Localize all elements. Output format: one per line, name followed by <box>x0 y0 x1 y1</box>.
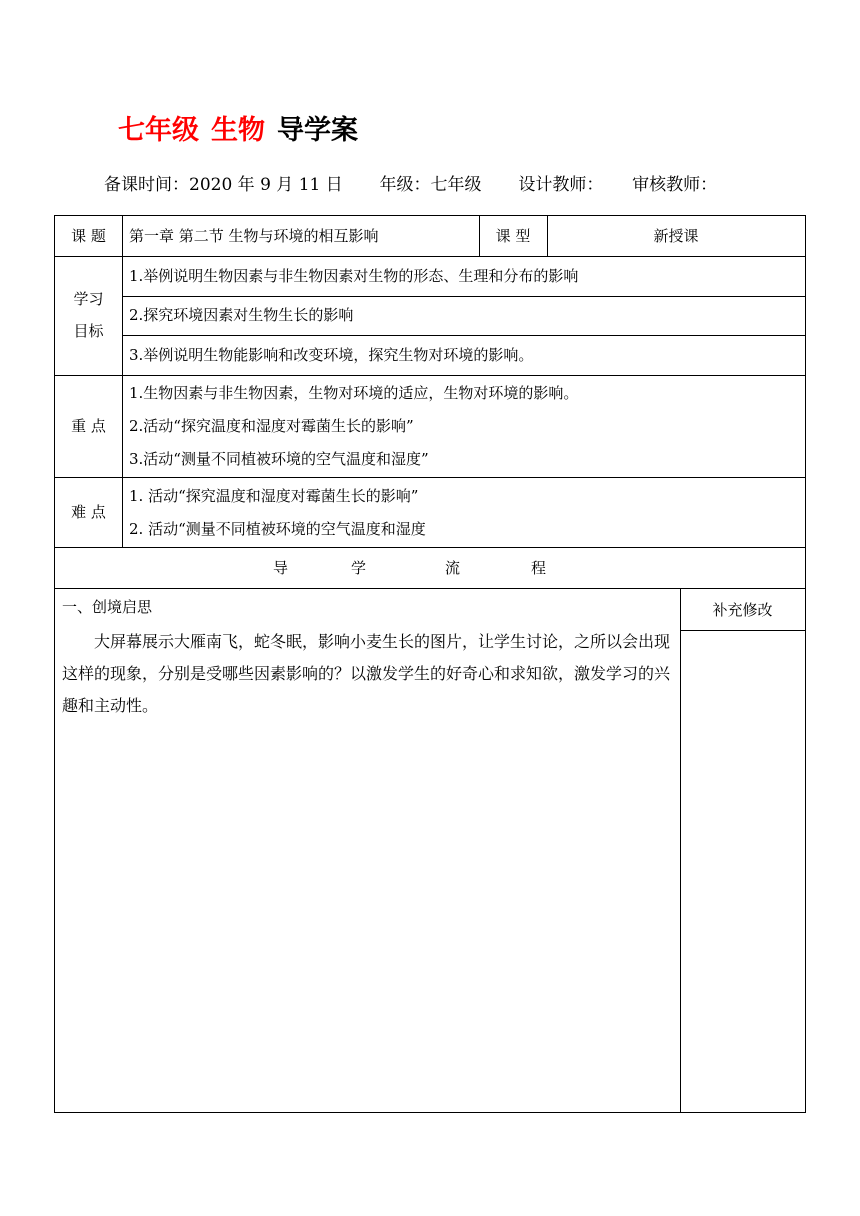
meta-grade: 年级：七年级 <box>379 175 482 195</box>
lesson-table <box>54 215 806 1113</box>
difficult-point-1: 1. 活动“探究温度和湿度对霉菌生长的影响” <box>129 487 419 505</box>
section-text: 大屏幕展示大雁南飞，蛇冬眠，影响小麦生长的图片，让学生讨论，之所以会出现这样的现象，分别是受哪些因素影响的？以激发学生的好奇心和求知欲，激发学习的兴趣和主动性。 <box>62 632 671 715</box>
title-grade: 七年级 <box>118 115 199 146</box>
goals-label-line2: 目标 <box>73 322 104 340</box>
key-point-1: 1.生物因素与非生物因素，生物对环境的适应，生物对环境的影响。 <box>129 384 579 402</box>
flow-title-char-4: 程 <box>531 559 547 577</box>
reviewer-teacher: 审核教师： <box>632 175 718 195</box>
designer-teacher: 设计教师： <box>518 175 604 195</box>
key-points-label: 重 点 <box>71 417 106 435</box>
topic-label: 课 题 <box>71 227 106 245</box>
difficult-points-label: 难 点 <box>71 503 106 521</box>
key-point-2: 2.活动“探究温度和湿度对霉菌生长的影响” <box>129 417 414 435</box>
meta-line <box>104 170 717 195</box>
prep-time: 备课时间：2020 年 9 月 11 日 <box>104 175 343 195</box>
page-title <box>118 108 358 147</box>
key-point-3: 3.活动“测量不同植被环境的空气温度和湿度” <box>129 450 429 468</box>
goal-item-2: 2.探究环境因素对生物生长的影响 <box>129 306 354 324</box>
goal-item-1: 1.举例说明生物因素与非生物因素对生物的形态、生理和分布的影响 <box>129 267 579 285</box>
difficult-point-2: 2. 活动“测量不同植被环境的空气温度和湿度 <box>129 520 426 538</box>
goal-item-3: 3.举例说明生物能影响和改变环境，探究生物对环境的影响。 <box>129 346 534 364</box>
flow-title-char-1: 导 <box>273 559 289 577</box>
flow-title-char-3: 流 <box>445 559 461 577</box>
title-subject: 生物 <box>211 115 265 146</box>
section-title: 一、创境启思 <box>62 598 153 616</box>
topic-value: 第一章 第二节 生物与环境的相互影响 <box>129 227 379 245</box>
side-column-label: 补充修改 <box>712 601 773 619</box>
goals-label-line1: 学习 <box>73 290 104 308</box>
flow-title-char-2: 学 <box>351 559 367 577</box>
type-label: 课 型 <box>495 227 531 245</box>
title-doc-type: 导学案 <box>277 115 358 146</box>
type-value: 新授课 <box>653 227 699 245</box>
